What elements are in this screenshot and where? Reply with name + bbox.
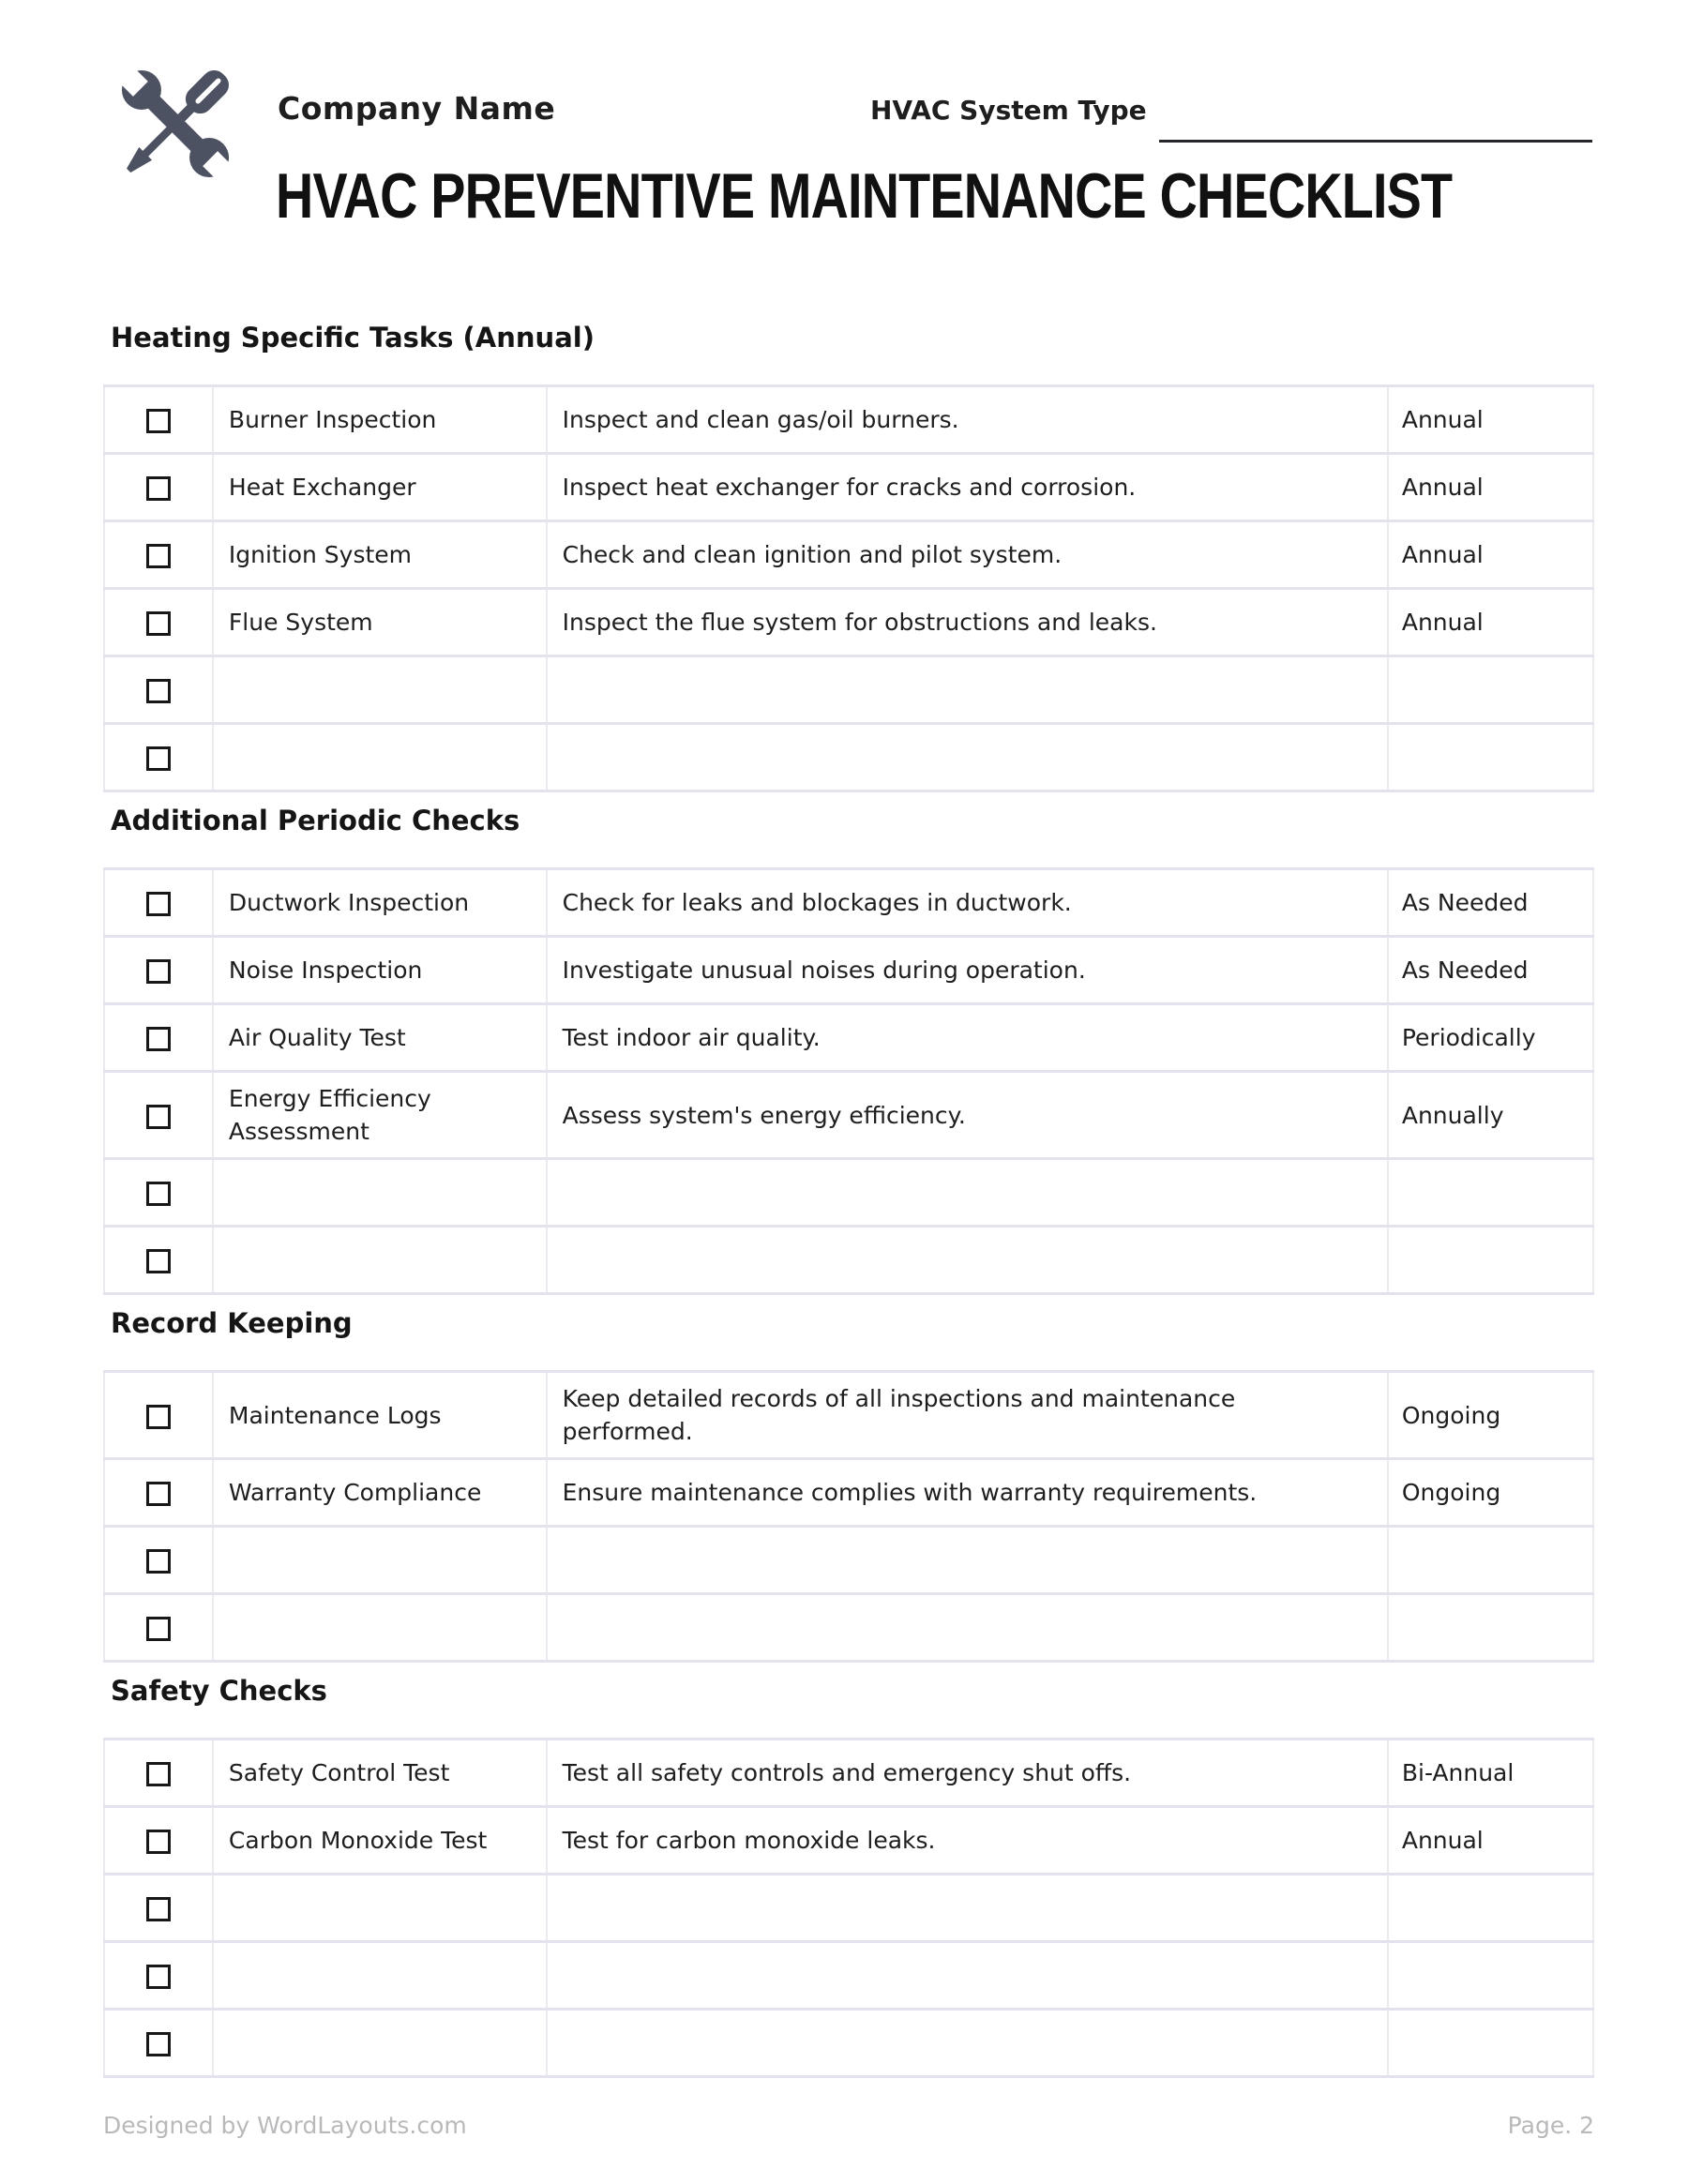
wrench-screwdriver-logo-icon <box>105 53 246 195</box>
task-checkbox[interactable] <box>146 1617 171 1641</box>
section-heading: Heating Specific Tasks (Annual) <box>111 322 595 354</box>
task-name <box>213 1527 547 1594</box>
task-frequency: Bi-Annual <box>1388 1740 1593 1807</box>
task-name <box>213 2010 547 2077</box>
task-description <box>547 2010 1388 2077</box>
task-description: Test indoor air quality. <box>547 1004 1388 1072</box>
table-row <box>104 1942 1593 2010</box>
task-checkbox[interactable] <box>146 1762 171 1786</box>
task-name <box>213 724 547 791</box>
table-row <box>104 724 1593 791</box>
task-name: Warranty Compliance <box>213 1459 547 1527</box>
task-description: Test all safety controls and emergency shut offs. <box>547 1740 1388 1807</box>
checkbox-cell <box>104 2010 213 2077</box>
task-frequency: Annual <box>1388 521 1593 589</box>
document-header <box>0 0 1688 311</box>
task-description: Assess system's energy efficiency. <box>547 1072 1388 1159</box>
page-number: Page. 2 <box>1507 2112 1594 2139</box>
task-description: Investigate unusual noises during operation. <box>547 937 1388 1004</box>
task-checkbox[interactable] <box>146 746 171 771</box>
task-description: Inspect and clean gas/oil burners. <box>547 386 1388 454</box>
task-frequency: Periodically <box>1388 1004 1593 1072</box>
table-row <box>104 1594 1593 1662</box>
task-name: Ductwork Inspection <box>213 869 547 937</box>
task-checkbox[interactable] <box>146 1897 171 1921</box>
task-checkbox[interactable] <box>146 544 171 568</box>
task-description: Inspect heat exchanger for cracks and corrosion. <box>547 454 1388 521</box>
table-row <box>104 1004 1593 1072</box>
checklist-table <box>103 1370 1594 1663</box>
designer-credit: Designed by WordLayouts.com <box>103 2112 467 2139</box>
company-name: Company Name <box>278 90 556 127</box>
task-name: Maintenance Logs <box>213 1372 547 1459</box>
task-frequency: Annual <box>1388 454 1593 521</box>
checkbox-cell <box>104 1527 213 1594</box>
task-frequency: Annual <box>1388 589 1593 656</box>
checkbox-cell <box>104 1594 213 1662</box>
task-description <box>547 1875 1388 1942</box>
task-name <box>213 1594 547 1662</box>
task-name <box>213 1875 547 1942</box>
table-row <box>104 1740 1593 1807</box>
table-row <box>104 589 1593 656</box>
task-description: Inspect the flue system for obstructions and leaks. <box>547 589 1388 656</box>
task-frequency <box>1388 1594 1593 1662</box>
task-frequency <box>1388 656 1593 724</box>
task-name: Heat Exchanger <box>213 454 547 521</box>
task-frequency: Annually <box>1388 1072 1593 1159</box>
task-description <box>547 1527 1388 1594</box>
task-checkbox[interactable] <box>146 476 171 501</box>
checkbox-cell <box>104 1459 213 1527</box>
task-name: Ignition System <box>213 521 547 589</box>
checklist-table <box>103 1738 1594 2078</box>
checkbox-cell <box>104 1942 213 2010</box>
task-name <box>213 1159 547 1227</box>
table-row <box>104 1372 1593 1459</box>
task-frequency: Ongoing <box>1388 1372 1593 1459</box>
checkbox-cell <box>104 724 213 791</box>
task-name: Carbon Monoxide Test <box>213 1807 547 1875</box>
checkbox-cell <box>104 1875 213 1942</box>
task-checkbox[interactable] <box>146 1249 171 1273</box>
task-name: Flue System <box>213 589 547 656</box>
checkbox-cell <box>104 386 213 454</box>
task-frequency <box>1388 1875 1593 1942</box>
table-row <box>104 1459 1593 1527</box>
table-row <box>104 386 1593 454</box>
task-name: Air Quality Test <box>213 1004 547 1072</box>
task-checkbox[interactable] <box>146 892 171 916</box>
task-description <box>547 1227 1388 1294</box>
section-heading: Safety Checks <box>111 1675 327 1707</box>
table-row <box>104 521 1593 589</box>
task-checkbox[interactable] <box>146 1405 171 1429</box>
table-row <box>104 1159 1593 1227</box>
document-title: HVAC PREVENTIVE MAINTENANCE CHECKLIST <box>276 160 1453 232</box>
task-name: Safety Control Test <box>213 1740 547 1807</box>
checkbox-cell <box>104 656 213 724</box>
task-description <box>547 1594 1388 1662</box>
table-row <box>104 1875 1593 1942</box>
task-checkbox[interactable] <box>146 611 171 636</box>
table-row <box>104 937 1593 1004</box>
system-type-label: HVAC System Type <box>870 95 1147 126</box>
checkbox-cell <box>104 937 213 1004</box>
task-frequency: Annual <box>1388 1807 1593 1875</box>
task-checkbox[interactable] <box>146 1549 171 1574</box>
checkbox-cell <box>104 869 213 937</box>
task-description <box>547 656 1388 724</box>
task-description: Test for carbon monoxide leaks. <box>547 1807 1388 1875</box>
task-checkbox[interactable] <box>146 1182 171 1206</box>
task-frequency <box>1388 2010 1593 2077</box>
checkbox-cell <box>104 1159 213 1227</box>
section-heading: Additional Periodic Checks <box>111 805 520 836</box>
table-row <box>104 2010 1593 2077</box>
task-checkbox[interactable] <box>146 959 171 984</box>
task-description: Check and clean ignition and pilot system. <box>547 521 1388 589</box>
checkbox-cell <box>104 521 213 589</box>
task-description <box>547 1159 1388 1227</box>
task-frequency <box>1388 1527 1593 1594</box>
task-name: Burner Inspection <box>213 386 547 454</box>
task-checkbox[interactable] <box>146 1027 171 1051</box>
task-description: Keep detailed records of all inspections and maintenance performed. <box>547 1372 1388 1459</box>
table-row <box>104 1072 1593 1159</box>
task-checkbox[interactable] <box>146 679 171 703</box>
task-checkbox[interactable] <box>146 2032 171 2056</box>
section-heading: Record Keeping <box>111 1307 353 1339</box>
task-frequency <box>1388 1942 1593 2010</box>
checkbox-cell <box>104 1372 213 1459</box>
task-frequency <box>1388 724 1593 791</box>
task-frequency <box>1388 1159 1593 1227</box>
task-frequency <box>1388 1227 1593 1294</box>
checkbox-cell <box>104 589 213 656</box>
checkbox-cell <box>104 1072 213 1159</box>
table-row <box>104 656 1593 724</box>
task-description <box>547 1942 1388 2010</box>
table-row <box>104 1807 1593 1875</box>
task-checkbox[interactable] <box>146 1965 171 1989</box>
checklist-table <box>103 867 1594 1295</box>
task-name <box>213 1227 547 1294</box>
table-row <box>104 869 1593 937</box>
system-type-input-line[interactable] <box>1159 101 1592 143</box>
document-footer <box>103 2112 1594 2139</box>
task-description: Check for leaks and blockages in ductwork. <box>547 869 1388 937</box>
task-name <box>213 656 547 724</box>
table-row <box>104 1227 1593 1294</box>
task-frequency: As Needed <box>1388 937 1593 1004</box>
task-frequency: As Needed <box>1388 869 1593 937</box>
task-name: Energy Efficiency Assessment <box>213 1072 547 1159</box>
checkbox-cell <box>104 454 213 521</box>
checklist-sections <box>0 321 1688 2078</box>
table-row <box>104 454 1593 521</box>
checkbox-cell <box>104 1740 213 1807</box>
table-row <box>104 1527 1593 1594</box>
task-description <box>547 724 1388 791</box>
checkbox-cell <box>104 1807 213 1875</box>
task-frequency: Ongoing <box>1388 1459 1593 1527</box>
task-checkbox[interactable] <box>146 409 171 433</box>
task-checkbox[interactable] <box>146 1830 171 1854</box>
task-frequency: Annual <box>1388 386 1593 454</box>
task-description: Ensure maintenance complies with warranty requirements. <box>547 1459 1388 1527</box>
task-checkbox[interactable] <box>146 1105 171 1129</box>
task-checkbox[interactable] <box>146 1482 171 1506</box>
task-name: Noise Inspection <box>213 937 547 1004</box>
task-name <box>213 1942 547 2010</box>
checkbox-cell <box>104 1004 213 1072</box>
checklist-table <box>103 384 1594 792</box>
checkbox-cell <box>104 1227 213 1294</box>
